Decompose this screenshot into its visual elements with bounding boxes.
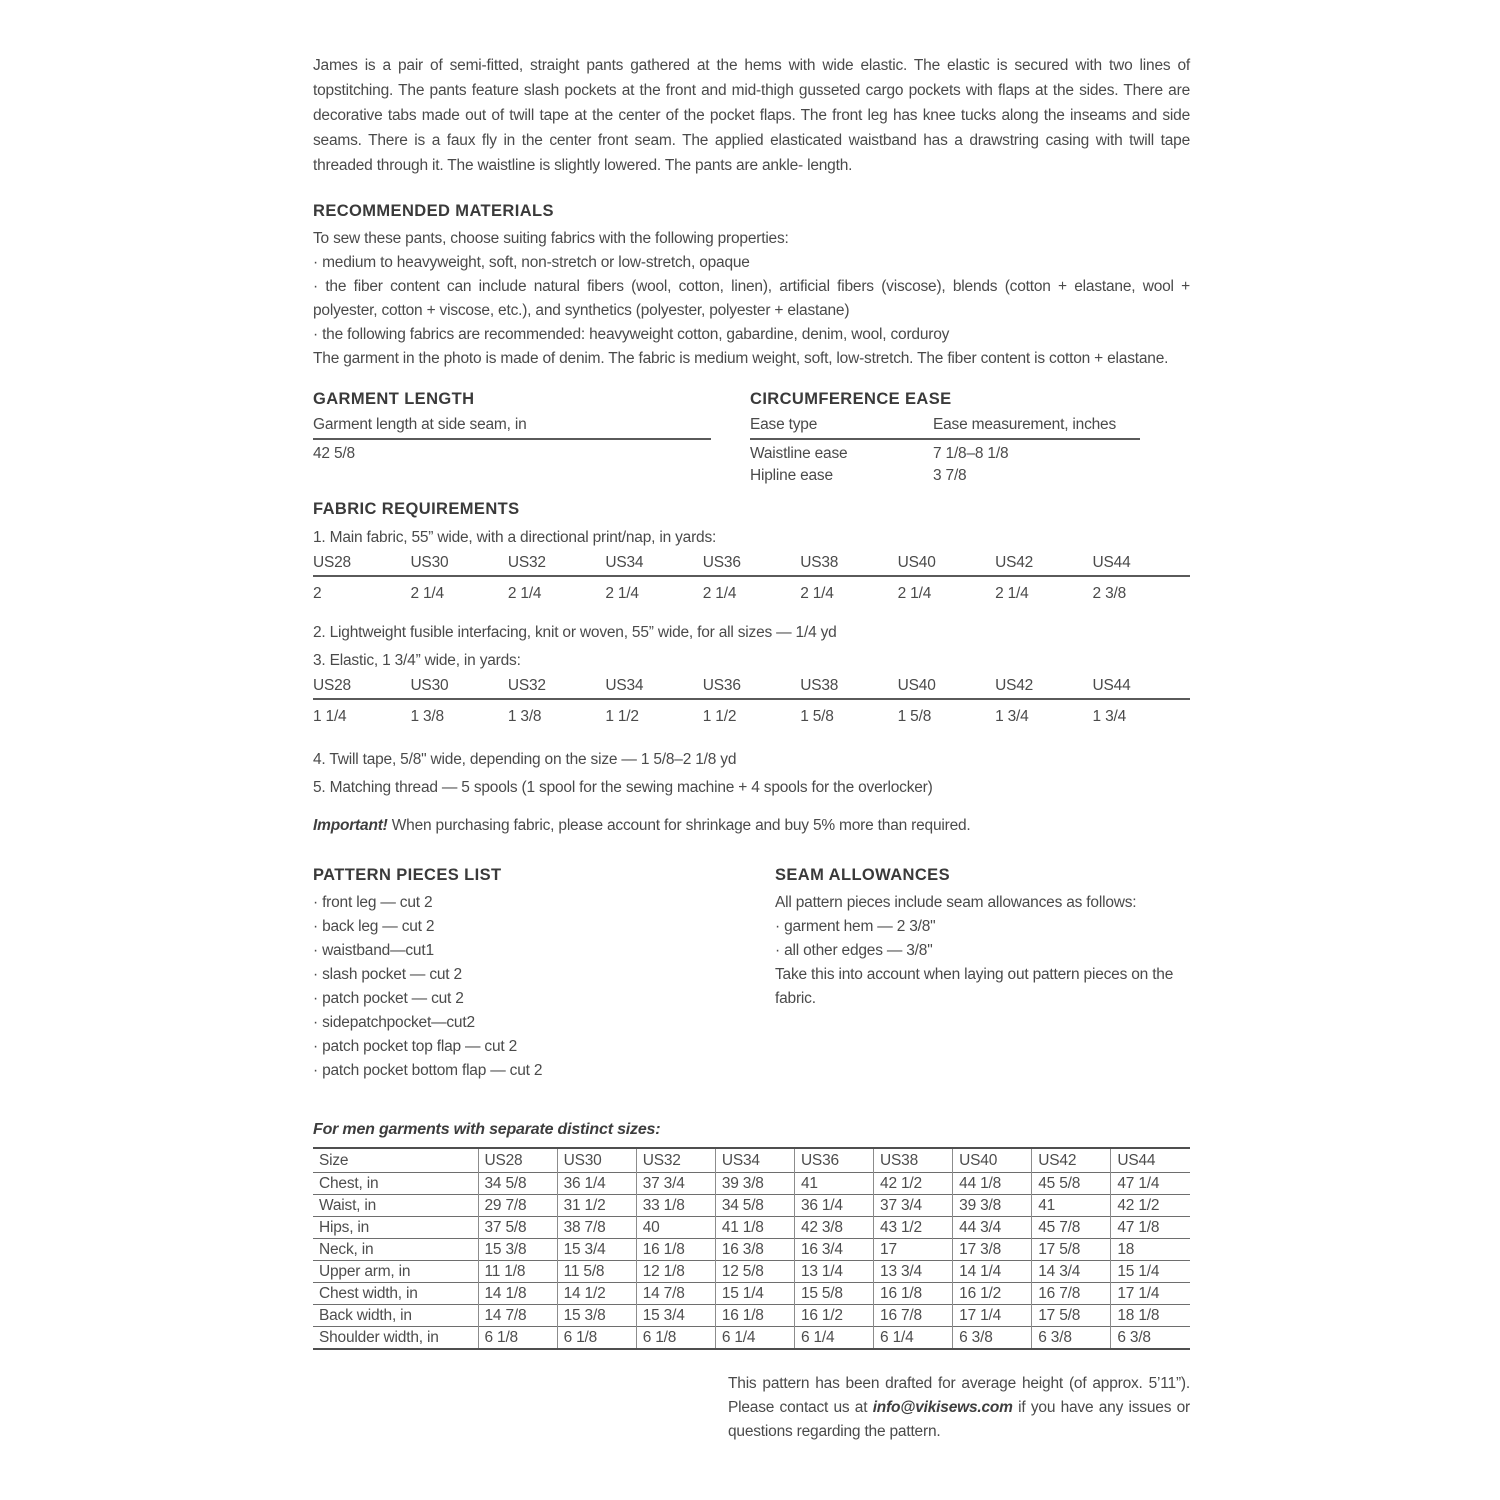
size-chart-header-cell: US28	[478, 1148, 557, 1173]
size-chart-caption: For men garments with separate distinct sizes:	[313, 1121, 661, 1138]
fabric-requirements-section	[313, 498, 1190, 838]
size-chart-cell: 17 1/4	[953, 1305, 1032, 1327]
size-chart-cell: 15 3/4	[636, 1305, 715, 1327]
size-chart-cell: 6 3/8	[953, 1327, 1032, 1350]
size-chart-cell: 16 1/2	[953, 1283, 1032, 1305]
size-chart-cell: 18	[1111, 1239, 1190, 1261]
size-chart-cell: 15 1/4	[715, 1283, 794, 1305]
size-chart-cell: 40	[636, 1217, 715, 1239]
size-chart-cell: 42 3/8	[794, 1217, 873, 1239]
size-chart-body	[313, 1173, 1190, 1350]
size-chart-row	[313, 1261, 1190, 1283]
size-chart-cell: 29 7/8	[478, 1195, 557, 1217]
size-chart-cell: 36 1/4	[557, 1173, 636, 1195]
size-chart-header-cell: US34	[715, 1148, 794, 1173]
garment-length-block	[313, 388, 711, 487]
size-chart-row	[313, 1217, 1190, 1239]
size-chart-cell: 17 5/8	[1032, 1305, 1111, 1327]
size-chart-cell: 14 1/2	[557, 1283, 636, 1305]
table-cell: US32	[507, 554, 546, 571]
table-cell: 1 3/8	[410, 708, 444, 725]
size-chart-cell: 17	[874, 1239, 953, 1261]
interfacing-item: 2. Lightweight fusible interfacing, knit or woven, 55” wide, for all sizes — 1/4 yd	[313, 624, 837, 641]
main-fabric-item: 1. Main fabric, 55” wide, with a directional print/nap, in yards:	[313, 529, 717, 546]
list-item: · back leg — cut 2	[313, 918, 435, 935]
size-chart-cell: 37 3/4	[636, 1173, 715, 1195]
size-chart-row-label: Hips, in	[313, 1217, 478, 1239]
garment-length-heading: GARMENT LENGTH	[313, 390, 475, 408]
size-chart-cell: 15 3/4	[557, 1239, 636, 1261]
size-chart-cell: 42 1/2	[874, 1173, 953, 1195]
table-cell: US40	[897, 677, 936, 694]
seam-allowances-intro: All pattern pieces include seam allowances as follows:	[775, 894, 1137, 911]
size-chart-cell: 34 5/8	[715, 1195, 794, 1217]
size-chart-cell: 11 5/8	[557, 1261, 636, 1283]
table-cell: 2	[313, 585, 322, 602]
size-chart-cell: 16 3/4	[794, 1239, 873, 1261]
size-chart-cell: 33 1/8	[636, 1195, 715, 1217]
size-chart-row	[313, 1327, 1190, 1350]
table-cell: US30	[410, 554, 449, 571]
fabric-requirements-heading: FABRIC REQUIREMENTS	[313, 500, 520, 518]
size-chart-cell: 47 1/4	[1111, 1173, 1190, 1195]
table-cell: 2 3/8	[1092, 585, 1127, 602]
size-chart-row-label: Shoulder width, in	[313, 1327, 478, 1350]
size-chart-cell: 6 3/8	[1032, 1327, 1111, 1350]
pattern-pieces-block	[313, 864, 775, 1083]
yardage-value-row	[313, 577, 1190, 603]
size-chart-cell: 14 7/8	[478, 1305, 557, 1327]
size-chart-row-label: Back width, in	[313, 1305, 478, 1327]
size-chart-row-label: Chest, in	[313, 1173, 478, 1195]
list-item: · waistband—cut1	[313, 942, 434, 959]
ease-type-header: Ease type	[750, 416, 818, 433]
size-chart-header-cell: US40	[953, 1148, 1032, 1173]
size-chart-row-label: Upper arm, in	[313, 1261, 478, 1283]
table-cell: 1 1/2	[702, 708, 737, 725]
table-cell: 2 1/4	[995, 585, 1029, 602]
size-chart-cell: 36 1/4	[794, 1195, 873, 1217]
recommended-materials-body	[313, 227, 1190, 371]
table-cell: US44	[1092, 677, 1131, 694]
size-chart-cell: 6 1/4	[794, 1327, 873, 1350]
seam-allowances-heading: SEAM ALLOWANCES	[775, 866, 950, 884]
list-item: · patch pocket top flap — cut 2	[313, 1038, 518, 1055]
size-chart-cell: 11 1/8	[478, 1261, 557, 1283]
size-chart-cell: 45 7/8	[1032, 1217, 1111, 1239]
size-chart-cell: 17 3/8	[953, 1239, 1032, 1261]
size-chart-cell: 15 1/4	[1111, 1261, 1190, 1283]
twill-tape-item: 4. Twill tape, 5/8" wide, depending on the size — 1 5/8–2 1/8 yd	[313, 751, 737, 768]
list-item: To sew these pants, choose suiting fabrics with the following properties:	[313, 230, 789, 247]
size-chart-cell: 31 1/2	[557, 1195, 636, 1217]
table-cell: 2 1/4	[800, 585, 834, 602]
contact-email: info@vikisews.com	[872, 1399, 1013, 1416]
table-cell: US28	[313, 554, 351, 571]
yardage-size-header-row	[313, 677, 1190, 700]
recommended-materials-heading: RECOMMENDED MATERIALS	[313, 202, 554, 220]
size-chart-header-cell: US30	[557, 1148, 636, 1173]
table-cell: 2 1/4	[605, 585, 639, 602]
size-chart-cell: 16 1/2	[794, 1305, 873, 1327]
table-cell: 2 1/4	[702, 585, 737, 602]
size-chart-cell: 14 1/4	[953, 1261, 1032, 1283]
main-fabric-yardage-table	[313, 554, 1190, 603]
table-cell: US34	[605, 677, 644, 694]
important-note	[313, 814, 1190, 838]
size-chart-cell: 41	[794, 1173, 873, 1195]
size-chart-cell: 15 5/8	[794, 1283, 873, 1305]
list-item: · garment hem — 2 3/8"	[775, 918, 936, 935]
recommended-materials-section	[313, 200, 1190, 371]
size-chart-cell: 16 1/8	[874, 1283, 953, 1305]
footer-text-after: if you have any issues or questions regarding the pattern.	[728, 1399, 1190, 1440]
size-chart-cell: 47 1/8	[1111, 1217, 1190, 1239]
size-chart-cell: 15 3/8	[478, 1239, 557, 1261]
size-chart-cell: 34 5/8	[478, 1173, 557, 1195]
seam-allowances-block	[775, 864, 1190, 1083]
size-chart-cell: 6 1/8	[557, 1327, 636, 1350]
size-chart-row	[313, 1195, 1190, 1217]
table-cell: US42	[995, 677, 1034, 694]
size-chart-cell: 6 1/4	[715, 1327, 794, 1350]
garment-length-label: Garment length at side seam, in	[313, 417, 711, 440]
list-item: · medium to heavyweight, soft, non-stretch or low-stretch, opaque	[313, 254, 750, 271]
ease-type: Hipline ease	[750, 467, 833, 484]
list-item: · all other edges — 3/8"	[775, 942, 933, 959]
size-chart-cell: 39 3/8	[715, 1173, 794, 1195]
table-cell: US38	[800, 554, 839, 571]
list-item: · sidepatchpocket—cut2	[313, 1014, 475, 1031]
list-item: · slash pocket — cut 2	[313, 966, 462, 983]
table-cell: 1 5/8	[800, 708, 834, 725]
table-cell: US42	[995, 554, 1034, 571]
yardage-size-header-row	[313, 554, 1190, 577]
table-cell: 1 3/4	[995, 708, 1029, 725]
ease-table	[750, 417, 1140, 487]
ease-measurement: 7 1/8–8 1/8	[933, 445, 1009, 462]
size-chart-cell: 6 1/8	[478, 1327, 557, 1350]
table-cell: US30	[410, 677, 449, 694]
size-chart-cell: 37 5/8	[478, 1217, 557, 1239]
list-item: · front leg — cut 2	[313, 894, 433, 911]
size-chart-row-label: Neck, in	[313, 1239, 478, 1261]
important-text: When purchasing fabric, please account for shrinkage and buy 5% more than required.	[387, 817, 971, 834]
size-chart-cell: 16 7/8	[874, 1305, 953, 1327]
table-cell: US36	[702, 554, 741, 571]
size-chart-cell: 41	[1032, 1195, 1111, 1217]
list-item: · patch pocket bottom flap — cut 2	[313, 1062, 543, 1079]
table-cell: 2 1/4	[897, 585, 932, 602]
pattern-spec-page	[313, 0, 1190, 1444]
size-chart-cell: 14 7/8	[636, 1283, 715, 1305]
thread-item: 5. Matching thread — 5 spools (1 spool for the sewing machine + 4 spools for the overlocker)	[313, 779, 933, 796]
size-chart-cell: 12 5/8	[715, 1261, 794, 1283]
size-chart-cell: 44 3/4	[953, 1217, 1032, 1239]
table-cell: 2 1/4	[507, 585, 542, 602]
size-chart-cell: 14 1/8	[478, 1283, 557, 1305]
circumference-ease-heading: CIRCUMFERENCE EASE	[750, 390, 952, 408]
size-chart-row-label: Chest width, in	[313, 1283, 478, 1305]
seam-allowances-outro: Take this into account when laying out pattern pieces on the fabric.	[775, 966, 1174, 1007]
elastic-item: 3. Elastic, 1 3/4” wide, in yards:	[313, 652, 521, 669]
size-chart-cell: 16 1/8	[636, 1239, 715, 1261]
size-chart-header-row	[313, 1148, 1190, 1173]
size-chart-cell: 38 7/8	[557, 1217, 636, 1239]
size-chart-cell: 17 1/4	[1111, 1283, 1190, 1305]
size-chart-cell: 6 1/8	[636, 1327, 715, 1350]
size-chart-row	[313, 1239, 1190, 1261]
table-cell: 1 3/4	[1092, 708, 1127, 725]
size-chart-cell: 44 1/8	[953, 1173, 1032, 1195]
ease-row	[750, 443, 1140, 465]
size-chart-header-cell: US42	[1032, 1148, 1111, 1173]
list-item: · the fiber content can include natural fibers (wool, cotton, linen), artificial fibers (viscose), blends (cotton + elastane, wool + polyester, cotton + viscose, etc.), and synthetics (polyester, polyester + elastane)	[313, 278, 1190, 319]
size-chart-cell: 13 3/4	[874, 1261, 953, 1283]
size-chart-cell: 6 3/8	[1111, 1327, 1190, 1350]
table-cell: US38	[800, 677, 839, 694]
size-chart-header-cell: Size	[319, 1152, 349, 1169]
mens-size-chart	[313, 1147, 1190, 1350]
table-cell: 2 1/4	[410, 585, 444, 602]
seam-allowances-body	[775, 891, 1190, 1011]
table-cell: 1 5/8	[897, 708, 932, 725]
ease-table-header	[750, 417, 1140, 440]
size-chart-cell: 12 1/8	[636, 1261, 715, 1283]
table-cell: 1 1/2	[605, 708, 639, 725]
yardage-value-row	[313, 700, 1190, 726]
circumference-ease-block	[750, 388, 1190, 487]
length-and-ease-section	[313, 388, 1190, 487]
list-item: · patch pocket — cut 2	[313, 990, 464, 1007]
size-chart-row	[313, 1305, 1190, 1327]
size-chart-header-cell: US32	[636, 1148, 715, 1173]
pieces-and-allowances-section	[313, 864, 1190, 1083]
footer-note	[728, 1372, 1190, 1444]
size-chart-cell: 16 3/8	[715, 1239, 794, 1261]
table-cell: US44	[1092, 554, 1131, 571]
important-label: Important!	[313, 817, 388, 834]
pattern-description: James is a pair of semi-fitted, straight pants gathered at the hems with wide elastic. The elastic is secured with two lines of topstitching. The pants feature slash pockets at the front and mid-thigh gusseted cargo pockets with flaps at the sides. There are decorative tabs made out of twill tape at the center of the pocket flaps. The front leg has knee tucks along the inseams and side seams. There is a faux fly in the center front seam. The applied elasticated waistband has a drawstring casing with twill tape threaded through it. The waistline is slightly lowered. The pants are ankle- length.	[313, 57, 1190, 174]
size-chart-row	[313, 1173, 1190, 1195]
size-chart-cell: 43 1/2	[874, 1217, 953, 1239]
ease-row	[750, 465, 1140, 487]
garment-length-value: 42 5/8	[313, 445, 355, 462]
size-chart-cell: 15 3/8	[557, 1305, 636, 1327]
ease-measurement-header: Ease measurement, inches	[933, 416, 1117, 433]
size-chart-cell: 45 5/8	[1032, 1173, 1111, 1195]
pattern-pieces-list	[313, 891, 775, 1083]
size-chart-cell: 41 1/8	[715, 1217, 794, 1239]
size-chart-cell: 6 1/4	[874, 1327, 953, 1350]
seam-allowances-list	[775, 915, 1190, 963]
size-chart-cell: 16 1/8	[715, 1305, 794, 1327]
size-chart-cell: 14 3/4	[1032, 1261, 1111, 1283]
size-chart-header-cell: US38	[874, 1148, 953, 1173]
size-chart-cell: 39 3/8	[953, 1195, 1032, 1217]
ease-measurement: 3 7/8	[933, 467, 967, 484]
size-chart-row	[313, 1283, 1190, 1305]
pattern-pieces-heading: PATTERN PIECES LIST	[313, 866, 502, 884]
ease-type: Waistline ease	[750, 445, 848, 462]
list-item: · the following fabrics are recommended: heavyweight cotton, gabardine, denim, wool, corduroy	[313, 326, 950, 343]
table-cell: US28	[313, 677, 351, 694]
ease-table-rows	[750, 443, 1140, 487]
footer-text-before: This pattern has been drafted for average height (of approx. 5’11”). Please contact us at	[728, 1375, 1190, 1416]
table-cell: US32	[507, 677, 546, 694]
size-chart-header-cell: US36	[794, 1148, 873, 1173]
size-chart-cell: 16 7/8	[1032, 1283, 1111, 1305]
size-chart-header-cell: US44	[1111, 1148, 1190, 1173]
size-chart-cell: 17 5/8	[1032, 1239, 1111, 1261]
table-cell: US40	[897, 554, 936, 571]
table-cell: 1 1/4	[313, 708, 347, 725]
table-cell: US36	[702, 677, 741, 694]
size-chart-cell: 42 1/2	[1111, 1195, 1190, 1217]
elastic-yardage-table	[313, 677, 1190, 726]
size-chart-cell: 37 3/4	[874, 1195, 953, 1217]
size-chart-cell: 18 1/8	[1111, 1305, 1190, 1327]
size-chart-cell: 13 1/4	[794, 1261, 873, 1283]
list-item: The garment in the photo is made of denim. The fabric is medium weight, soft, low-stretch. The fiber content is cotton + elastane.	[313, 350, 1169, 367]
table-cell: 1 3/8	[507, 708, 542, 725]
table-cell: US34	[605, 554, 644, 571]
size-chart-row-label: Waist, in	[313, 1195, 478, 1217]
